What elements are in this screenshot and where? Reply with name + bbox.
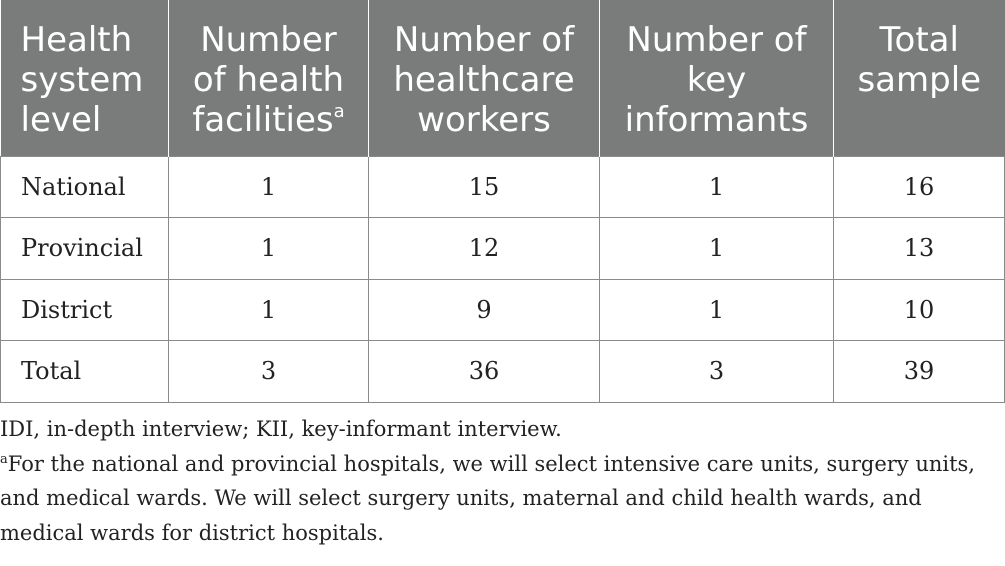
cell-level: Total — [1, 341, 169, 403]
cell-informants: 1 — [600, 279, 834, 341]
cell-level: Provincial — [1, 218, 169, 280]
footnote-a-line: and medical wards. We will select surgery units, maternal and child health wards, and — [0, 486, 922, 510]
table-row — [1, 279, 1005, 341]
abbreviations-note: IDI, in-depth interview; KII, key-informant interview. — [0, 417, 562, 441]
cell-facilities: 1 — [169, 156, 369, 218]
table-footnotes — [0, 412, 1000, 550]
table-row — [1, 341, 1005, 403]
cell-total: 39 — [834, 341, 1005, 403]
cell-level: District — [1, 279, 169, 341]
cell-workers: 12 — [369, 218, 600, 280]
table-body — [1, 156, 1005, 402]
header-total-sample: Total sample — [834, 0, 1005, 156]
footnote-a-line: medical wards for district hospitals. — [0, 520, 384, 545]
cell-level: National — [1, 156, 169, 218]
header-number-of-key-informants: Number of key informants — [600, 0, 834, 156]
footnote-a-line: For the national and provincial hospitals, we will select intensive care units, surgery units, — [7, 451, 975, 476]
cell-facilities: 1 — [169, 279, 369, 341]
footnote-marker: a — [333, 101, 345, 122]
cell-informants: 3 — [600, 341, 834, 403]
cell-workers: 9 — [369, 279, 600, 341]
cell-informants: 1 — [600, 218, 834, 280]
footnote-a — [0, 447, 1000, 482]
table-row — [1, 156, 1005, 218]
header-number-of-healthcare-workers: Number of healthcare workers — [369, 0, 600, 156]
header-number-of-health-facilities: Number of health facilities$^a$ — [169, 0, 369, 156]
cell-facilities: 1 — [169, 218, 369, 280]
cell-facilities: 3 — [169, 341, 369, 403]
cell-total: 16 — [834, 156, 1005, 218]
table-header — [1, 0, 1005, 156]
header-health-system-level: Health system level — [1, 0, 169, 156]
table-row — [1, 218, 1005, 280]
cell-total: 10 — [834, 279, 1005, 341]
header-row — [1, 0, 1005, 156]
cell-workers: 15 — [369, 156, 600, 218]
footnote-a-marker: a — [0, 451, 8, 467]
cell-total: 13 — [834, 218, 1005, 280]
cell-informants: 1 — [600, 156, 834, 218]
cell-workers: 36 — [369, 341, 600, 403]
